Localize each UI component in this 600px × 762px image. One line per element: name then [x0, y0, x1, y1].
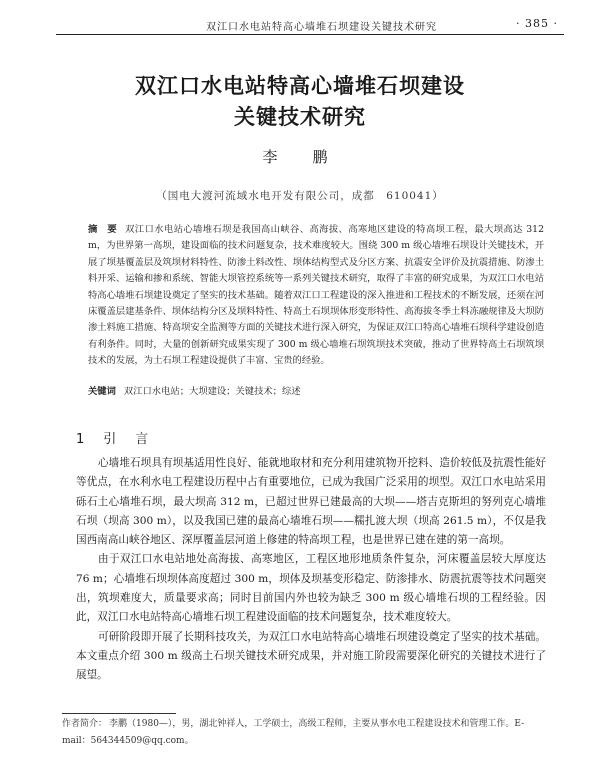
abstract-label: 摘 要 [88, 224, 118, 235]
footnote-label: 作者简介： [62, 719, 108, 729]
abstract [88, 222, 544, 370]
paper-title-line1: 双江口水电站特高心墙堆石坝建设 [135, 74, 465, 98]
body-paragraph: 心墙堆石坝具有坝基适用性良好、能就地取材和充分利用建筑物开挖料、造价较低及抗震性能好等优点，在水利水电工程建设历程中占有重要地位，已成为我国广泛采用的坝型。双江口水电站采用砾石土心墙堆石坝，最大坝高 312 m，已超过世界已建最高的大坝——塔吉克斯坦的努列克心墙堆石坝（坝高 300 m），以及我国已建的最高心墙堆石坝——糯扎渡大坝（坝高 261.5 m），不仅是我国西南高山峡谷地区、深厚覆盖层河道上修建的特高坝工程，也是世界已建在建的第一高坝。 [76, 457, 546, 547]
section-heading [76, 428, 151, 447]
running-title: 双江口水电站特高心墙堆石坝建设关键技术研究 [206, 22, 437, 33]
section-body [76, 454, 546, 686]
author-name: 李 鹏 [262, 148, 338, 166]
keywords-text: 双江口水电站；大坝建设；关键技术；综述 [123, 386, 301, 397]
page-number: · 385 · [516, 17, 558, 30]
keywords-label: 关键词 [88, 386, 116, 397]
body-paragraph: 可研阶段即开展了长期科技攻关，为双江口水电站特高心墙堆石坝建设奠定了坚实的技术基础。本文重点介绍 300 m 级高土石坝关键技术研究成果，并对施工阶段需要深化研究的关键技术进行了展望。 [76, 630, 546, 682]
affiliation: （国电大渡河流域水电开发有限公司，成都 610041） [156, 190, 444, 202]
footnote-text: 李鹏（1980—），男，湖北钟祥人，工学硕士，高级工程师，主要从事水电工程建设技术和管理工作。E-mail：564344509@qq.com。 [62, 719, 525, 746]
footnote-divider [62, 713, 176, 714]
author-footnote [62, 716, 542, 750]
abstract-text: 双江口水电站心墙堆石坝是我国高山峡谷、高海拔、高寒地区建设的特高坝工程，最大坝高达 312 m，为世界第一高坝，建设面临的技术问题复杂，技术难度较大。围绕 300 m 级心墙堆石坝设计关键技术，开展了坝基覆盖层及筑坝材料特性、防渗土料改性、坝体结构型式及分区方案、抗震安全评价及抗震措施、防渗土料开采、运输和掺和系统、智能大坝管控系统等一系列关键技术研究，取得了丰富的研究成果，为双江口水电站特高心墙堆石坝建设奠定了坚实的技术基础。随着双江口工程建设的深入推进和工程技术的不断发展，还须在河床覆盖层建基条件、坝体结构分区及坝料特性、特高土石坝坝体形变形特性、高海拔冬季土料冻融规律及大坝防渗土料施工措施、特高坝安全监测等方面的关键技术进行深入研究，为保证双江口特高心墙堆石坝科学建设创造有利条件。同时，大量的创新研究成果实现了 300 m 级心墙堆石坝筑坝技术突破，推动了世界特高土石坝筑坝技术的发展，为土石坝工程建设提供了丰富、宝贵的经验。 [88, 224, 544, 367]
keywords [88, 384, 544, 400]
running-header [56, 10, 564, 35]
body-paragraph: 由于双江口水电站地处高海拔、高寒地区，工程区地形地质条件复杂，河床覆盖层较大厚度达 76 m；心墙堆石坝坝体高度超过 300 m，坝体及坝基变形稳定、防渗排水、防震抗震等技术问题突出，筑坝难度大，质量要求高；同时目前国内外也较为缺乏 300 m 级心墙堆石坝的工程经验。因此，双江口水电站特高心墙堆石坝工程建设面临的技术问题复杂，技术难度较大。 [76, 553, 546, 624]
section-number: 1 [76, 432, 88, 447]
section-title: 引 言 [103, 432, 152, 447]
paper-title-line2: 关键技术研究 [234, 105, 366, 129]
